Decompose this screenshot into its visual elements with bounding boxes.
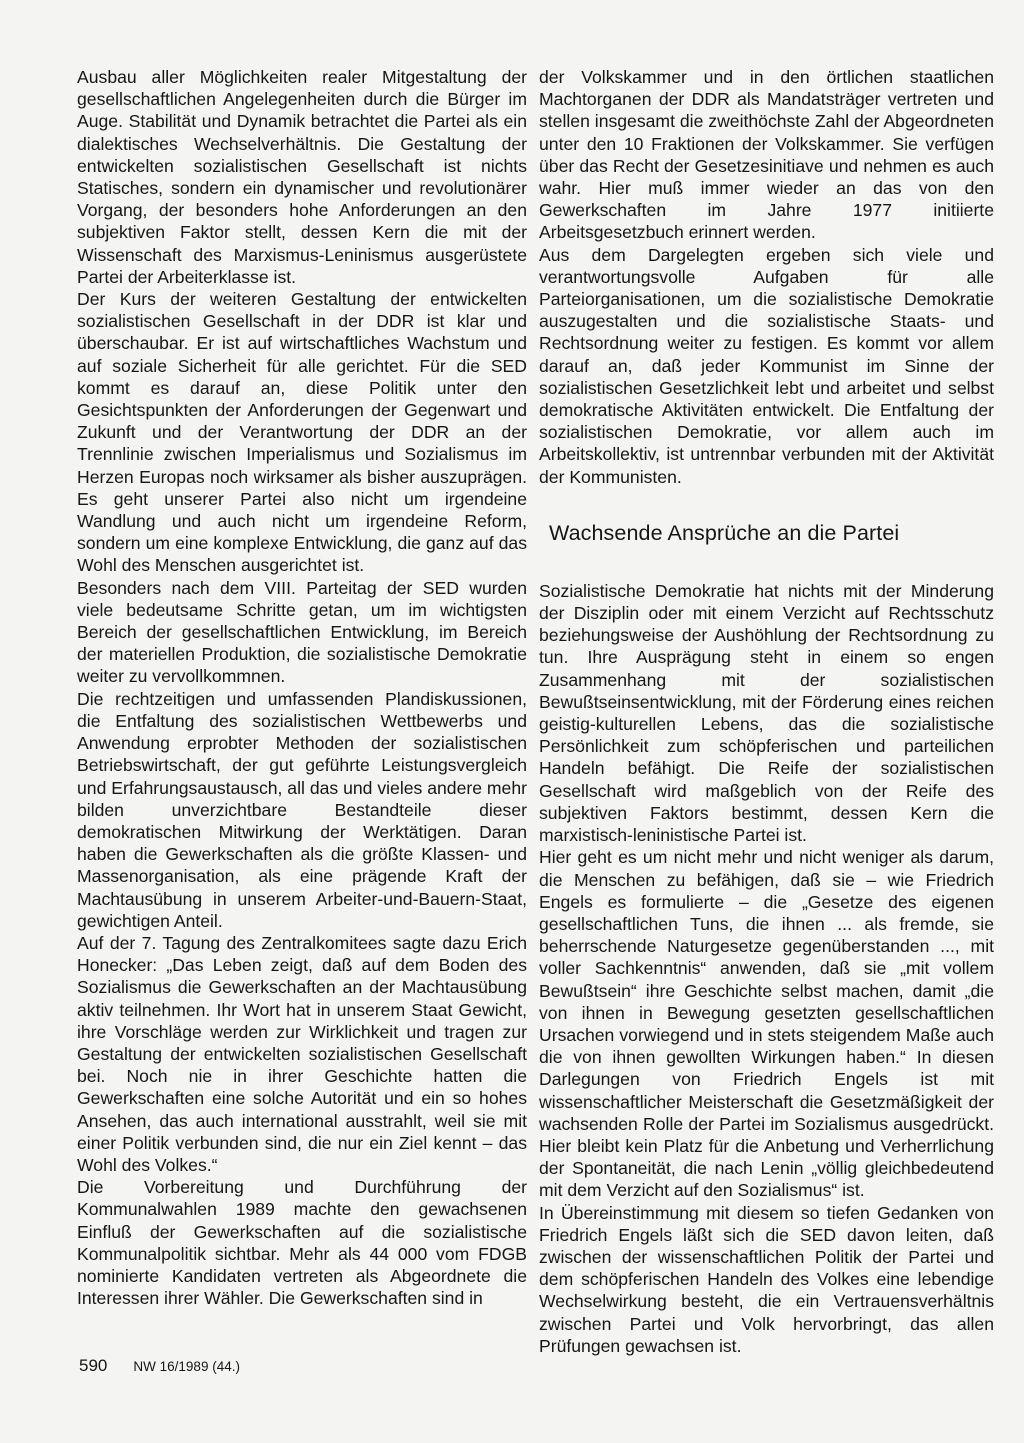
body-paragraph: Auf der 7. Tagung des Zentralkomitees sagte dazu Erich Honecker: „Das Leben zeigt, daß auf dem Boden des Sozialismus die Gewerkschaften an der Machtausübung aktiv teilnehmen. Ihr Wort hat in unserem Staat Gewicht, ihre Vorschläge werden zur Wirklichkeit und tragen zur Gestaltung der entwickelten sozialistischen Gesellschaft bei. Noch nie in ihrer Geschichte hatten die Gewerkschaften eine solche Autorität und ein so hohes Ansehen, das auch international ausstrahlt, weil sie mit einer Politik verbunden sind, die nur ein Ziel kennt – das Wohl des Volkes.“ [77, 932, 527, 1175]
section-heading: Wachsende Ansprüche an die Partei [549, 520, 900, 545]
body-paragraph: Die Vorbereitung und Durchführung der Kommunalwahlen 1989 machte den gewachsenen Einfluß der Gewerkschaften auf die sozialistische Kommunalpolitik sichtbar. Mehr als 44 000 vom FDGB nominierte Kandidaten vertreten als Abgeordnete die Interessen ihrer Wähler. Die Gewerkschaften sind in [77, 1177, 527, 1309]
journal-reference: NW 16/1989 (44.) [133, 1359, 240, 1374]
body-paragraph: Besonders nach dem VIII. Parteitag der SED wurden viele bedeutsame Schritte getan, um im wichtigsten Bereich der gesellschaftlichen Entwicklung, im Bereich der materiellen Produktion, die sozialistische Demokratie weiter zu vervollkommnen. [77, 577, 527, 687]
body-paragraph: Ausbau aller Möglichkeiten realer Mitgestaltung der gesellschaftlichen Angelegenheiten durch die Bürger im Auge. Stabilität und Dynamik betrachtet die Partei als ein dialektisches Wechselverhältnis. Die Gestaltung der entwickelten sozialistischen Gesellschaft ist nichts Statisches, sondern ein dynamischer und revolutionärer Vorgang, der besonders hohe Anforderungen an den subjektiven Faktor stellt, dessen Kern die mit der Wissenschaft des Marxismus-Leninismus ausgerüstete Partei der Arbeiterklasse ist. [77, 67, 527, 287]
body-paragraph: der Volkskammer und in den örtlichen staatlichen Machtorganen der DDR als Mandatsträger vertreten und stellen insgesamt die zweithöchste Zahl der Abgeordneten unter den 10 Fraktionen der Volkskammer. Sie verfügen über das Recht der Gesetzesinitiave und nehmen es auch wahr. Hier muß immer wieder an das von den Gewerkschaften im Jahre 1977 initiierte Arbeitsgesetzbuch erinnert werden. [539, 67, 994, 243]
body-paragraph: Sozialistische Demokratie hat nichts mit der Minderung der Disziplin oder mit einem Verzicht auf Rechtsschutz beziehungsweise der Aushöhlung der Rechtsordnung zu tun. Ihre Ausprägung steht in einem so engen Zusammenhang mit der sozialistischen Bewußtseinsentwicklung, mit der Förderung eines reichen geistig-kulturellen Lebens, das die sozialistische Persönlichkeit zum schöpferischen und parteilichen Handeln befähigt. Die Reife der sozialistischen Gesellschaft wird maßgeblich von der Reife des subjektiven Faktors bestimmt, dessen Kern die marxistisch-leninistische Partei ist. [539, 580, 994, 846]
body-paragraph: In Übereinstimmung mit diesem so tiefen Gedanken von Friedrich Engels läßt sich die SED davon leiten, daß zwischen der wissenschaftlichen Politik der Partei und dem schöpferischen Handeln des Volkes eine lebendige Wechselwirkung besteht, die ein Vertrauensverhältnis zwischen Partei und Volk hervorbringt, das allen Prüfungen gewachsen ist. [539, 1202, 994, 1356]
page-number: 590 [79, 1356, 108, 1375]
page-footer [79, 1356, 240, 1377]
body-paragraph: Der Kurs der weiteren Gestaltung der entwickelten sozialistischen Gesellschaft in der DDR ist klar und überschaubar. Er ist auf wirtschaftliches Wachstum und auf soziale Sicherheit für alle gerichtet. Für die SED kommt es darauf an, diese Politik unter den Gesichtspunkten der Anforderungen der Gegenwart und Zukunft und der Verantwortung der DDR an der Trennlinie zwischen Imperialismus und Sozialismus im Herzen Europas noch wirksamer als bisher auszuprägen. Es geht unserer Partei also nicht um irgendeine Wandlung und auch nicht um irgendeine Reform, sondern um eine komplexe Entwicklung, die ganz auf das Wohl des Menschen ausgerichtet ist. [77, 289, 527, 576]
body-paragraph: Hier geht es um nicht mehr und nicht weniger als darum, die Menschen zu befähigen, daß sie – wie Friedrich Engels es formulierte – die „Gesetze des eigenen gesellschaftlichen Tuns, die ihnen ... als fremde, sie beherrschende Naturgesetze gegenüberstanden ..., mit voller Sachkenntnis“ anwenden, daß sie „mit vollem Bewußtsein“ ihre Geschichte selbst machen, damit „die von ihnen in Bewegung gesetzten gesellschaftlichen Ursachen vorwiegend und in stets steigendem Maße auch die von ihnen gewollten Wirkungen haben.“ In diesen Darlegungen von Friedrich Engels ist mit wissenschaftlicher Meisterschaft die Gesetzmäßigkeit der wachsenden Rolle der Partei im Sozialismus ausgedrückt. Hier bleibt kein Platz für die Anbetung und Verherrlichung der Spontaneität, die nach Lenin „völlig gleichbedeutend mit dem Verzicht auf den Sozialismus“ ist. [539, 847, 994, 1201]
left-text-column [77, 66, 527, 1309]
right-text-column [539, 66, 994, 1357]
body-paragraph: Aus dem Dargelegten ergeben sich viele und verantwortungsvolle Aufgaben für alle Parteiorganisationen, um die sozialistische Demokratie auszugestalten und die sozialistische Staats- und Rechtsordnung weiter zu festigen. Es kommt vor allem darauf an, daß jeder Kommunist im Sinne der sozialistischen Gesetzlichkeit lebt und arbeitet und selbst demokratische Aktivitäten entwickelt. Die Entfaltung der sozialistischen Demokratie, vor allem auch im Arbeitskollektiv, ist untrennbar verbunden mit der Aktivität der Kommunisten. [539, 244, 994, 487]
body-paragraph: Die rechtzeitigen und umfassenden Plandiskussionen, die Entfaltung des sozialistischen Wettbewerbs und Anwendung erprobter Methoden der sozialistischen Betriebswirtschaft, der gut geführte Leistungsvergleich und Erfahrungsaustausch, all das und vieles andere mehr bilden unverzichtbare Bestandteile dieser demokratischen Mitwirkung der Werktätigen. Daran haben die Gewerkschaften als die größte Klassen- und Massenorganisation, als eine prägende Kraft der Machtausübung in unserem Arbeiter-und-Bauern-Staat, gewichtigen Anteil. [77, 688, 527, 931]
